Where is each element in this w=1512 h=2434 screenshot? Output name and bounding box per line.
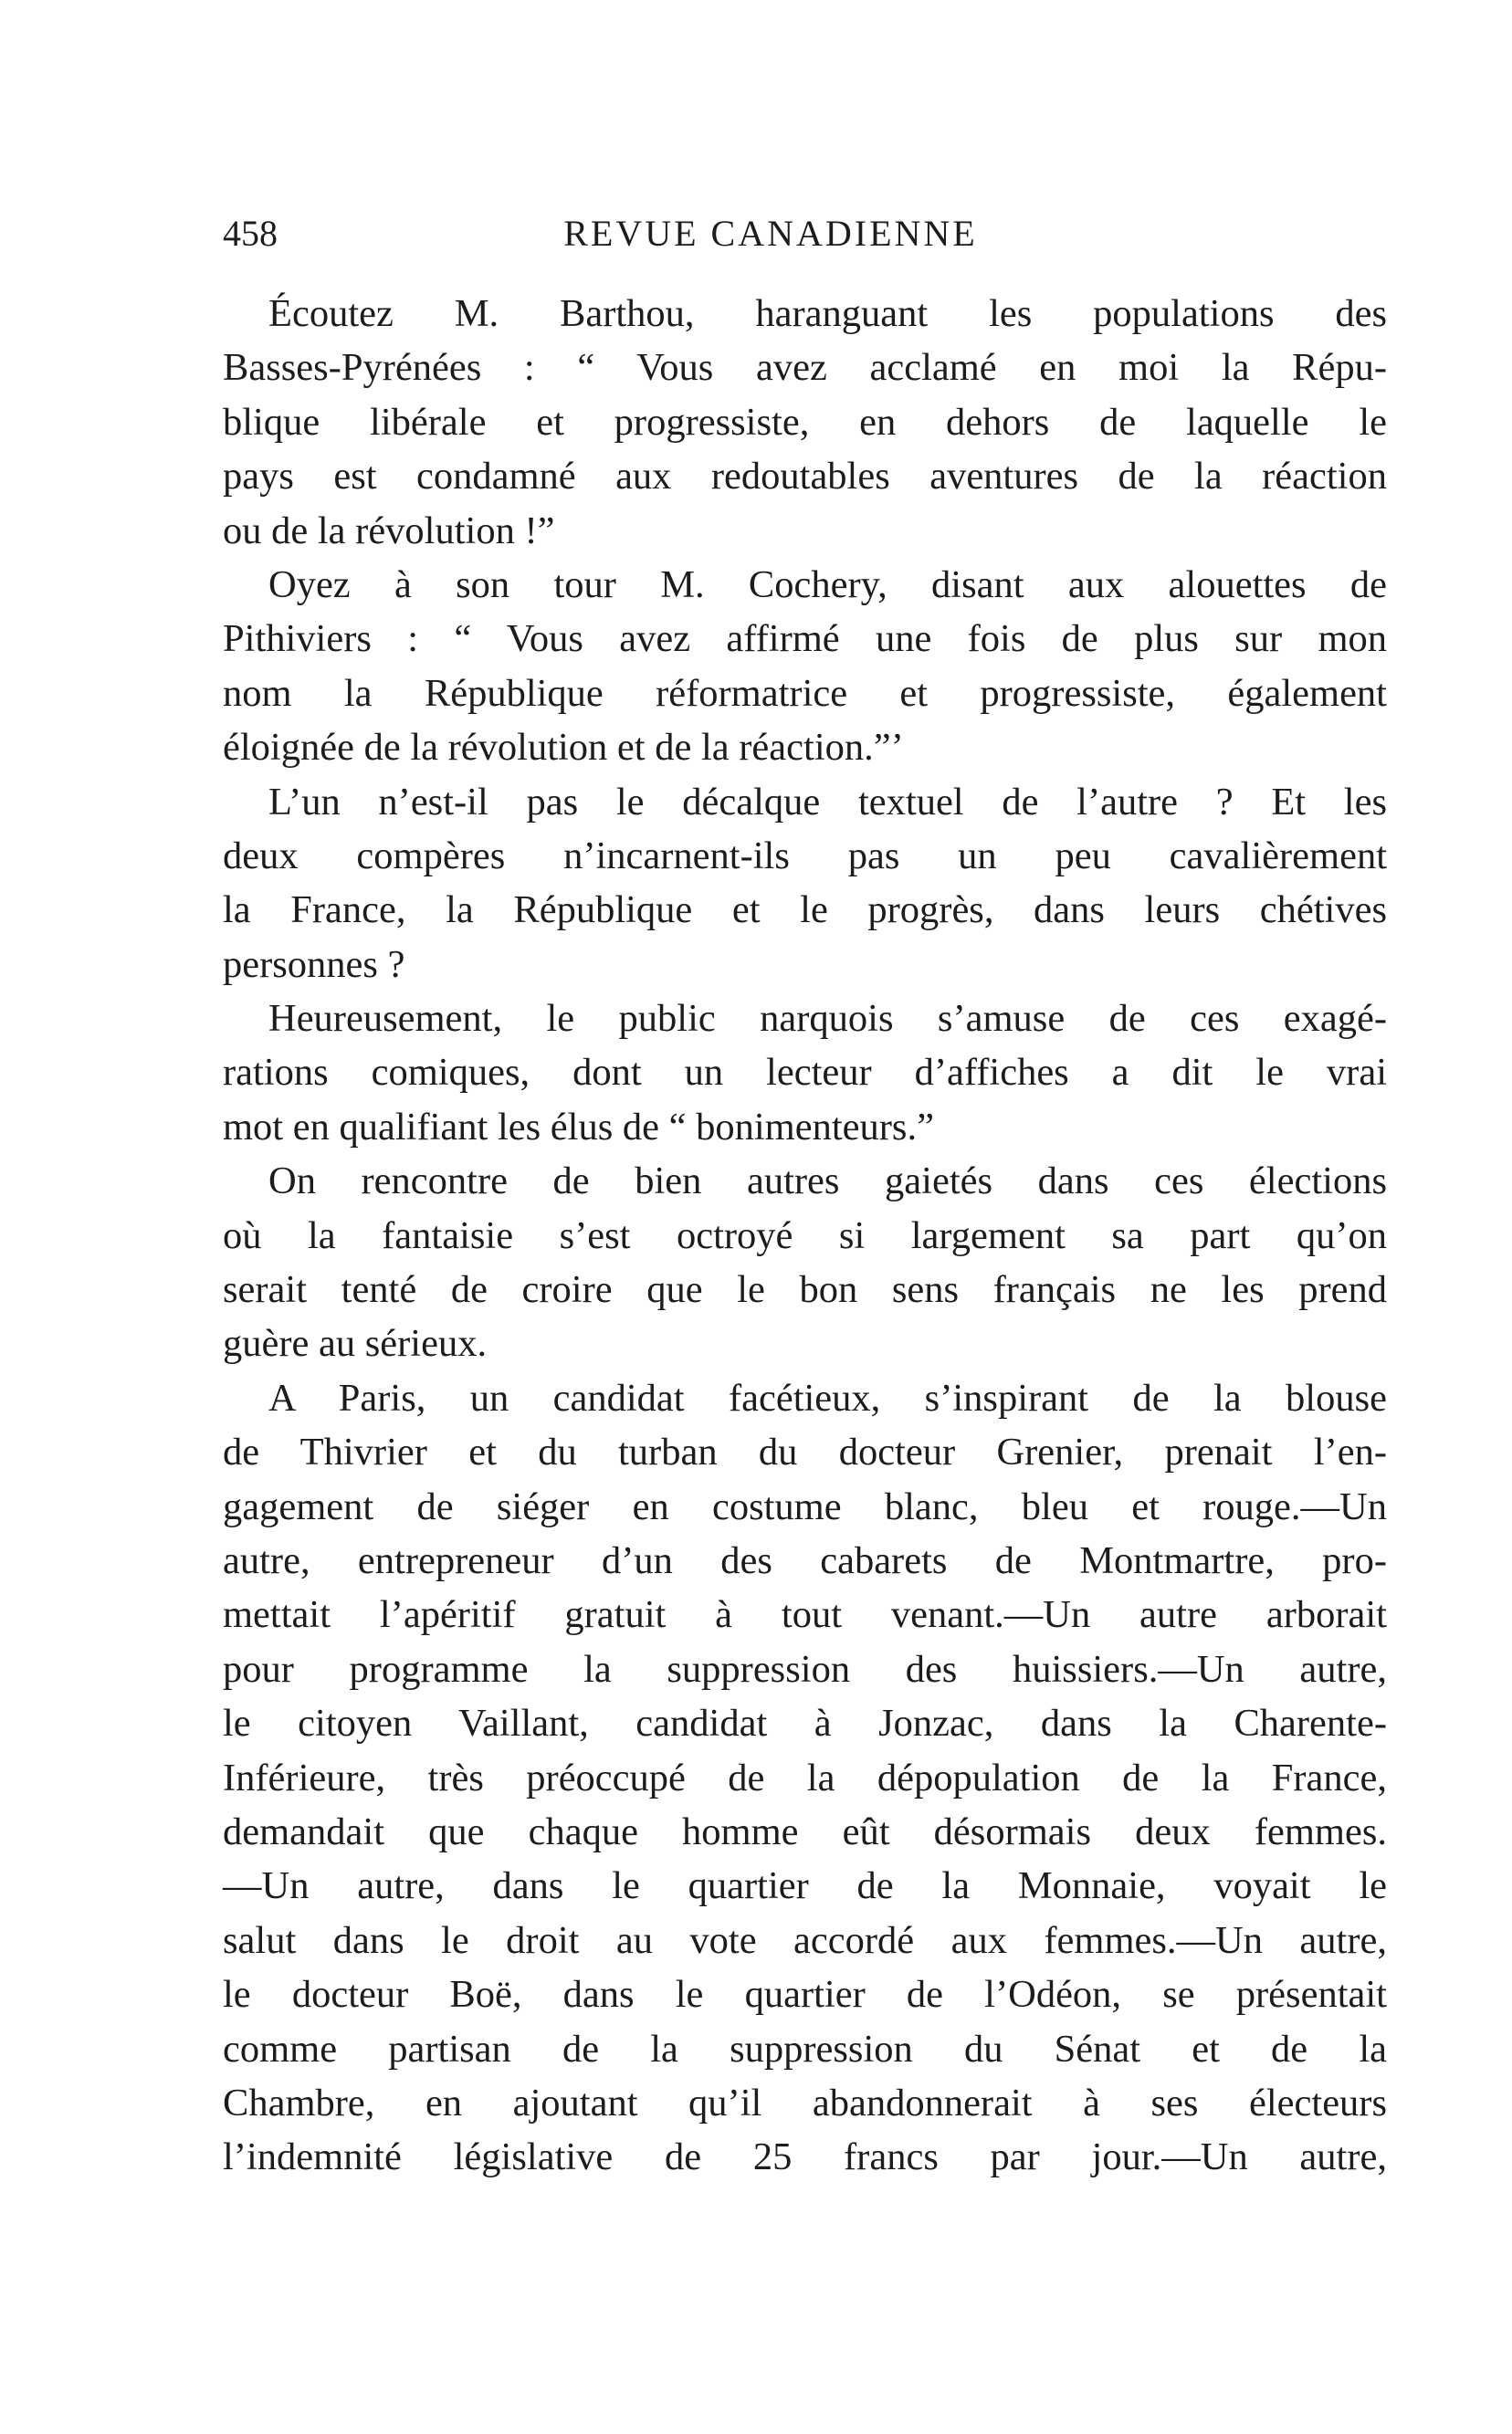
text-line: rations comiques, dont un lecteur d’affiches a dit le vrai [223, 1051, 1387, 1095]
text-line: l’indemnité législative de 25 francs par jour.—Un autre, [223, 2135, 1387, 2179]
text-line: comme partisan de la suppression du Sénat et de la [223, 2027, 1387, 2071]
text-line: nom la République réformatrice et progressiste, également [223, 671, 1387, 715]
text-line: Oyez à son tour M. Cochery, disant aux alouettes de [268, 562, 1387, 606]
text-line: mot en qualifiant les élus de “ bonimenteurs.” [223, 1105, 934, 1149]
text-line: salut dans le droit au vote accordé aux femmes.—Un autre, [223, 1918, 1387, 1962]
text-line: serait tenté de croire que le bon sens français ne les prend [223, 1268, 1387, 1312]
text-line: mettait l’apéritif gratuit à tout venant.—Un autre arborait [223, 1593, 1387, 1637]
text-line: éloignée de la révolution et de la réaction.”’ [223, 726, 904, 770]
text-line: A Paris, un candidat facétieux, s’inspirant de la blouse [268, 1376, 1387, 1420]
text-line: On rencontre de bien autres gaietés dans ces élections [268, 1159, 1387, 1203]
page-number: 458 [223, 213, 278, 254]
text-line: blique libérale et progressiste, en dehors de laquelle le [223, 400, 1387, 444]
running-head [223, 206, 1282, 261]
text-line: Heureusement, le public narquois s’amuse de ces exagé- [268, 997, 1387, 1041]
text-line: demandait que chaque homme eût désormais deux femmes. [223, 1810, 1387, 1853]
text-line: L’un n’est-il pas le décalque textuel de l’autre ? Et les [268, 780, 1387, 824]
text-line: où la fantaisie s’est octroyé si largement sa part qu’on [223, 1213, 1387, 1257]
text-line: ou de la révolution !” [223, 509, 555, 552]
text-line: guère au sérieux. [223, 1322, 488, 1366]
text-line: Basses-Pyrénées : “ Vous avez acclamé en moi la Répu- [223, 346, 1387, 390]
text-line: Pithiviers : “ Vous avez affirmé une fois de plus sur mon [223, 617, 1387, 661]
text-line: Inférieure, très préoccupé de la dépopulation de la France, [223, 1756, 1387, 1799]
body-text [223, 287, 1387, 2185]
text-line: Chambre, en ajoutant qu’il abandonnerait à ses électeurs [223, 2081, 1387, 2125]
text-line: la France, la République et le progrès, dans leurs chétives [223, 888, 1387, 932]
text-line: Écoutez M. Barthou, haranguant les populations des [268, 292, 1387, 335]
text-line: autre, entrepreneur d’un des cabarets de Montmartre, pro- [223, 1538, 1387, 1582]
text-line: pays est condamné aux redoutables aventures de la réaction [223, 455, 1387, 498]
text-line: le docteur Boë, dans le quartier de l’Odéon, se présentait [223, 1973, 1387, 2017]
text-line: le citoyen Vaillant, candidat à Jonzac, dans la Charente- [223, 1702, 1387, 1746]
text-line: personnes ? [223, 942, 405, 986]
text-line: pour programme la suppression des huissiers.—Un autre, [223, 1647, 1387, 1691]
text-line: de Thivrier et du turban du docteur Grenier, prenait l’en- [223, 1431, 1387, 1474]
running-title: REVUE CANADIENNE [563, 213, 978, 254]
text-line: —Un autre, dans le quartier de la Monnaie, voyait le [223, 1864, 1387, 1908]
text-line: deux compères n’incarnent-ils pas un peu cavalièrement [223, 834, 1387, 877]
text-line: gagement de siéger en costume blanc, bleu et rouge.—Un [223, 1485, 1387, 1528]
